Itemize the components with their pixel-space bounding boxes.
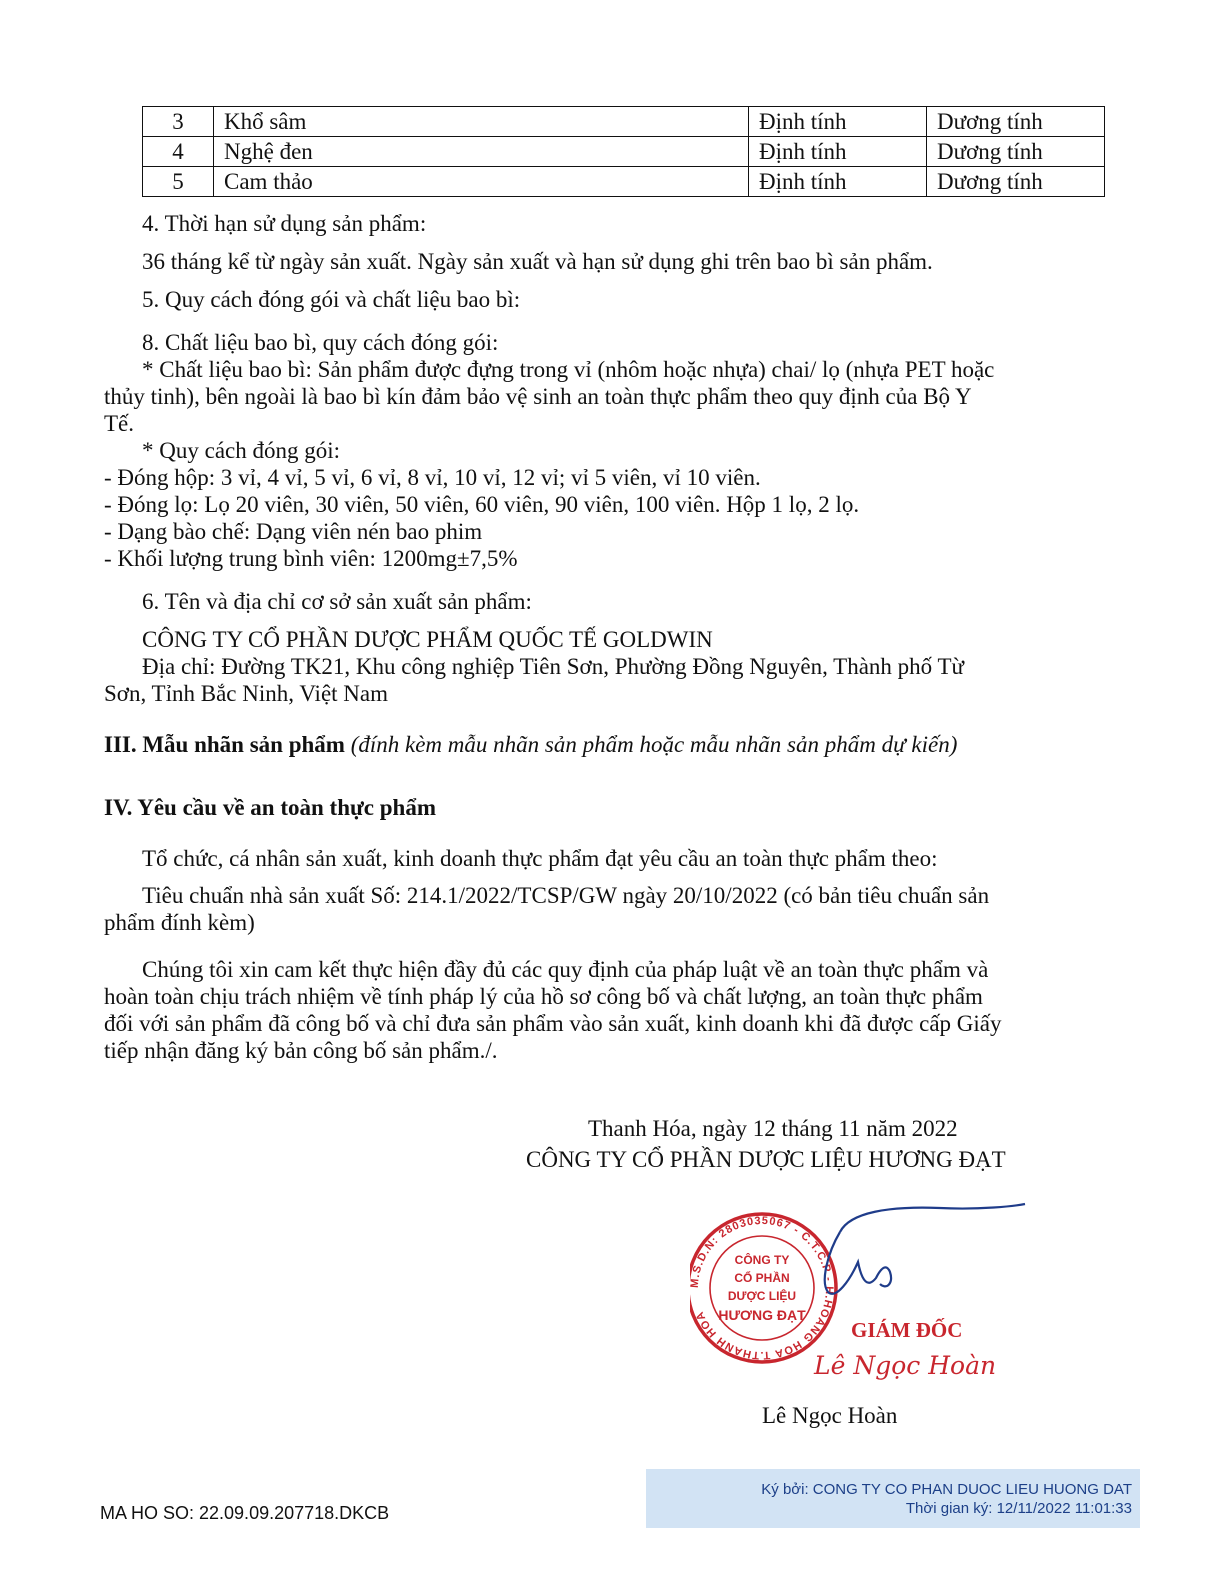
test-result: Dương tính bbox=[927, 107, 1105, 137]
row-number: 5 bbox=[143, 167, 214, 197]
signed-time: Thời gian ký: 12/11/2022 11:01:33 bbox=[905, 1500, 1132, 1517]
stamp-line: HƯƠNG ĐẠT bbox=[718, 1307, 806, 1323]
table-row bbox=[143, 137, 1105, 167]
signing-company: CÔNG TY CỔ PHẦN DƯỢC LIỆU HƯƠNG ĐẠT bbox=[526, 1147, 1006, 1172]
packaging-spec-heading: * Quy cách đóng gói: bbox=[142, 438, 341, 463]
test-result: Dương tính bbox=[927, 167, 1105, 197]
section-heading: IV. Yêu cầu về an toàn thực phẩm bbox=[104, 795, 437, 820]
stamp-ring-text: M.S.D.N: 2803035067 - C.T.C.P - H.HOẰNG HÓA T.THANH HÓA bbox=[690, 1214, 836, 1362]
packaging-bottle-spec: - Đóng lọ: Lọ 20 viên, 30 viên, 50 viên, 60 viên, 90 viên, 100 viên. Hộp 1 lọ, 2 lọ. bbox=[104, 492, 860, 517]
stamp-line: CÔNG TY bbox=[734, 1253, 790, 1267]
stamp-line: DƯỢC LIỆU bbox=[727, 1289, 797, 1303]
file-code: MA HO SO: 22.09.09.207718.DKCB bbox=[100, 1503, 390, 1523]
signer-name-script: Lê Ngọc Hoàn bbox=[814, 1351, 997, 1380]
paragraph-line: Chúng tôi xin cam kết thực hiện đầy đủ các quy định của pháp luật về an toàn thực phẩm và bbox=[142, 957, 989, 982]
paragraph-line: đối với sản phẩm đã công bố và chỉ đưa sản phẩm vào sản xuất, kinh doanh khi đã được cấp Giấy bbox=[104, 1011, 1002, 1036]
manufacturer-address: Địa chỉ: Đường TK21, Khu công nghiệp Tiên Sơn, Phường Đồng Nguyên, Thành phố Từ bbox=[142, 654, 965, 679]
section-heading: III. Mẫu nhãn sản phẩm bbox=[104, 732, 345, 757]
test-method: Định tính bbox=[749, 167, 927, 197]
shelf-life-text: 36 tháng kể từ ngày sản xuất. Ngày sản xuất và hạn sử dụng ghi trên bao bì sản phẩm. bbox=[142, 249, 933, 274]
ingredient-name: Cam thảo bbox=[214, 167, 749, 197]
test-method: Định tính bbox=[749, 137, 927, 167]
ingredient-name: Nghệ đen bbox=[214, 137, 749, 167]
place-and-date: Thanh Hóa, ngày 12 tháng 11 năm 2022 bbox=[588, 1116, 958, 1141]
manufacturer-name: CÔNG TY CỔ PHẦN DƯỢC PHẨM QUỐC TẾ GOLDWIN bbox=[142, 627, 713, 652]
stamp-seal-icon bbox=[690, 1192, 1035, 1402]
paragraph-line: hoàn toàn chịu trách nhiệm về tính pháp lý của hồ sơ công bố và chất lượng, an toàn thực phẩm bbox=[104, 984, 983, 1009]
ingredient-name: Khổ sâm bbox=[214, 107, 749, 137]
digital-signature-box bbox=[646, 1469, 1140, 1528]
paragraph-line: Tiêu chuẩn nhà sản xuất Số: 214.1/2022/TCSP/GW ngày 20/10/2022 (có bản tiêu chuẩn sản bbox=[142, 883, 990, 908]
label-sample-section bbox=[104, 731, 957, 758]
test-method: Định tính bbox=[749, 107, 927, 137]
signed-by: Ký bởi: CONG TY CO PHAN DUOC LIEU HUONG DAT bbox=[761, 1481, 1132, 1498]
packaging-material-line: * Chất liệu bao bì: Sản phẩm được đựng trong vỉ (nhôm hoặc nhựa) chai/ lọ (nhựa PET hoặc bbox=[142, 357, 995, 382]
company-stamp-and-signature bbox=[690, 1192, 1035, 1402]
average-weight: - Khối lượng trung bình viên: 1200mg±7,5% bbox=[104, 546, 518, 571]
paragraph-line: Tổ chức, cá nhân sản xuất, kinh doanh thực phẩm đạt yêu cầu an toàn thực phẩm theo: bbox=[142, 846, 938, 871]
dosage-form: - Dạng bào chế: Dạng viên nén bao phim bbox=[104, 519, 483, 544]
paragraph-line: tiếp nhận đăng ký bản công bố sản phẩm./. bbox=[104, 1038, 498, 1063]
packaging-box-spec: - Đóng hộp: 3 vỉ, 4 vỉ, 5 vỉ, 6 vỉ, 8 vỉ, 10 vỉ, 12 vỉ; vỉ 5 viên, vỉ 10 viên. bbox=[104, 465, 761, 490]
packaging-heading: 5. Quy cách đóng gói và chất liệu bao bì: bbox=[142, 287, 521, 312]
row-number: 3 bbox=[143, 107, 214, 137]
signer-title: GIÁM ĐỐC bbox=[851, 1318, 963, 1342]
packaging-subheading: 8. Chất liệu bao bì, quy cách đóng gói: bbox=[142, 330, 499, 355]
section-note: (đính kèm mẫu nhãn sản phẩm hoặc mẫu nhãn sản phẩm dự kiến) bbox=[350, 732, 958, 757]
packaging-material-line: Tế. bbox=[104, 411, 135, 436]
row-number: 4 bbox=[143, 137, 214, 167]
table-row bbox=[143, 167, 1105, 197]
signer-name: Lê Ngọc Hoàn bbox=[762, 1403, 898, 1428]
shelf-life-heading: 4. Thời hạn sử dụng sản phẩm: bbox=[142, 211, 427, 236]
paragraph-line: phẩm đính kèm) bbox=[104, 910, 255, 935]
table-row bbox=[143, 107, 1105, 137]
manufacturer-address: Sơn, Tỉnh Bắc Ninh, Việt Nam bbox=[104, 681, 388, 706]
manufacturer-heading: 6. Tên và địa chỉ cơ sở sản xuất sản phẩm: bbox=[142, 589, 532, 614]
stamp-line: CỔ PHẦN bbox=[734, 1271, 790, 1285]
packaging-material-line: thủy tinh), bên ngoài là bao bì kín đảm bảo vệ sinh an toàn thực phẩm theo quy định của Bộ Y bbox=[104, 384, 972, 409]
signature-stroke-icon bbox=[840, 1204, 1025, 1232]
test-result: Dương tính bbox=[927, 137, 1105, 167]
test-results-table bbox=[142, 106, 1105, 197]
